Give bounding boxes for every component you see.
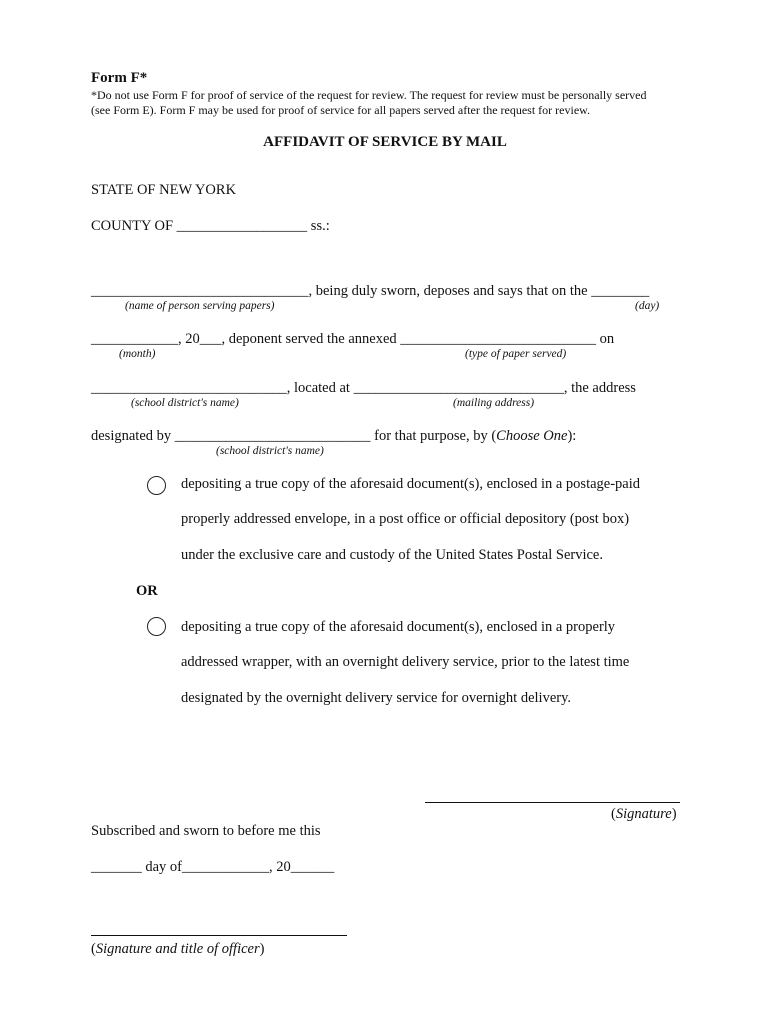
form-note-line-1: *Do not use Form F for proof of service of the request for review. The request for review must be personally served bbox=[91, 88, 647, 102]
sworn-month-blank[interactable]: ____________ bbox=[182, 859, 270, 875]
officer-caption: (Signature and title of officer) bbox=[91, 941, 265, 957]
choose-one-text: Choose One bbox=[496, 428, 568, 444]
county-suffix: ss.: bbox=[310, 218, 330, 234]
deposition-line-2 bbox=[91, 331, 614, 348]
year-served-text: , 20___, deponent served the annexed bbox=[178, 331, 397, 347]
option-overnight-line-2: addressed wrapper, with an overnight delivery service, prior to the latest time bbox=[181, 654, 630, 670]
option-overnight-line-3: designated by the overnight delivery service for overnight delivery. bbox=[181, 690, 572, 706]
option-mail-line-3: under the exclusive care and custody of the United States Postal Service. bbox=[181, 547, 603, 563]
deposition-line-3 bbox=[91, 380, 636, 397]
purpose-text: for that purpose, by ( bbox=[374, 428, 497, 444]
caption-paper: (type of paper served) bbox=[465, 348, 567, 360]
option-overnight-radio[interactable] bbox=[147, 617, 166, 636]
paper-type-blank[interactable]: ___________________________ bbox=[400, 331, 597, 347]
address-text: , the address bbox=[563, 380, 636, 396]
deposition-line-4 bbox=[91, 428, 576, 445]
located-text: , located at bbox=[286, 380, 350, 396]
designated-text: designated by bbox=[91, 428, 172, 444]
signature-caption: (Signature) bbox=[611, 806, 677, 822]
option-mail-radio[interactable] bbox=[147, 476, 166, 495]
day-of-text: day of bbox=[141, 859, 183, 875]
option-mail-line-1: depositing a true copy of the aforesaid document(s), enclosed in a postage-paid bbox=[181, 476, 641, 492]
form-note-line-2: (see Form E). Form F may be used for proof of service for all papers served after the request for review. bbox=[91, 103, 591, 117]
county-blank[interactable]: __________________ bbox=[176, 218, 308, 234]
deposes-text: , being duly sworn, deposes and says that on the bbox=[308, 283, 588, 299]
state-line: STATE OF NEW YORK bbox=[91, 182, 237, 198]
day-blank[interactable]: ________ bbox=[591, 283, 650, 299]
caption-person: (name of person serving papers) bbox=[125, 300, 275, 312]
option-overnight-line-1: depositing a true copy of the aforesaid document(s), enclosed in a properly bbox=[181, 619, 616, 635]
caption-designated-district: (school district's name) bbox=[216, 445, 324, 457]
signature-label: Signature bbox=[615, 806, 672, 822]
option-mail-line-2: properly addressed envelope, in a post office or official depository (post box) bbox=[181, 511, 630, 527]
sworn-year-blank[interactable]: ______ bbox=[290, 859, 335, 875]
caption-district: (school district's name) bbox=[131, 397, 239, 409]
or-label: OR bbox=[136, 583, 158, 599]
deposition-line-1 bbox=[91, 283, 649, 300]
sworn-text: Subscribed and sworn to before me this bbox=[91, 823, 321, 839]
choose-close-text: ): bbox=[567, 428, 577, 444]
county-prefix: COUNTY OF bbox=[91, 218, 174, 234]
officer-signature-line[interactable] bbox=[91, 935, 347, 936]
on-text: on bbox=[599, 331, 615, 347]
designated-district-blank[interactable]: ___________________________ bbox=[174, 428, 371, 444]
district-blank[interactable]: ___________________________ bbox=[91, 380, 287, 396]
caption-day: (day) bbox=[635, 300, 660, 312]
address-blank[interactable]: _____________________________ bbox=[353, 380, 564, 396]
form-title: Form F* bbox=[91, 70, 148, 86]
sworn-year-text: , 20 bbox=[269, 859, 291, 875]
caption-address: (mailing address) bbox=[453, 397, 535, 409]
signature-line[interactable] bbox=[425, 802, 680, 803]
person-name-blank[interactable]: ______________________________ bbox=[91, 283, 309, 299]
county-line bbox=[91, 218, 330, 235]
officer-label: Signature and title of officer bbox=[95, 941, 260, 957]
sworn-day-blank[interactable]: _______ bbox=[91, 859, 142, 875]
document-title: AFFIDAVIT OF SERVICE BY MAIL bbox=[263, 134, 507, 150]
sworn-date-line bbox=[91, 859, 334, 876]
month-blank[interactable]: ____________ bbox=[91, 331, 178, 347]
caption-month: (month) bbox=[119, 348, 156, 360]
